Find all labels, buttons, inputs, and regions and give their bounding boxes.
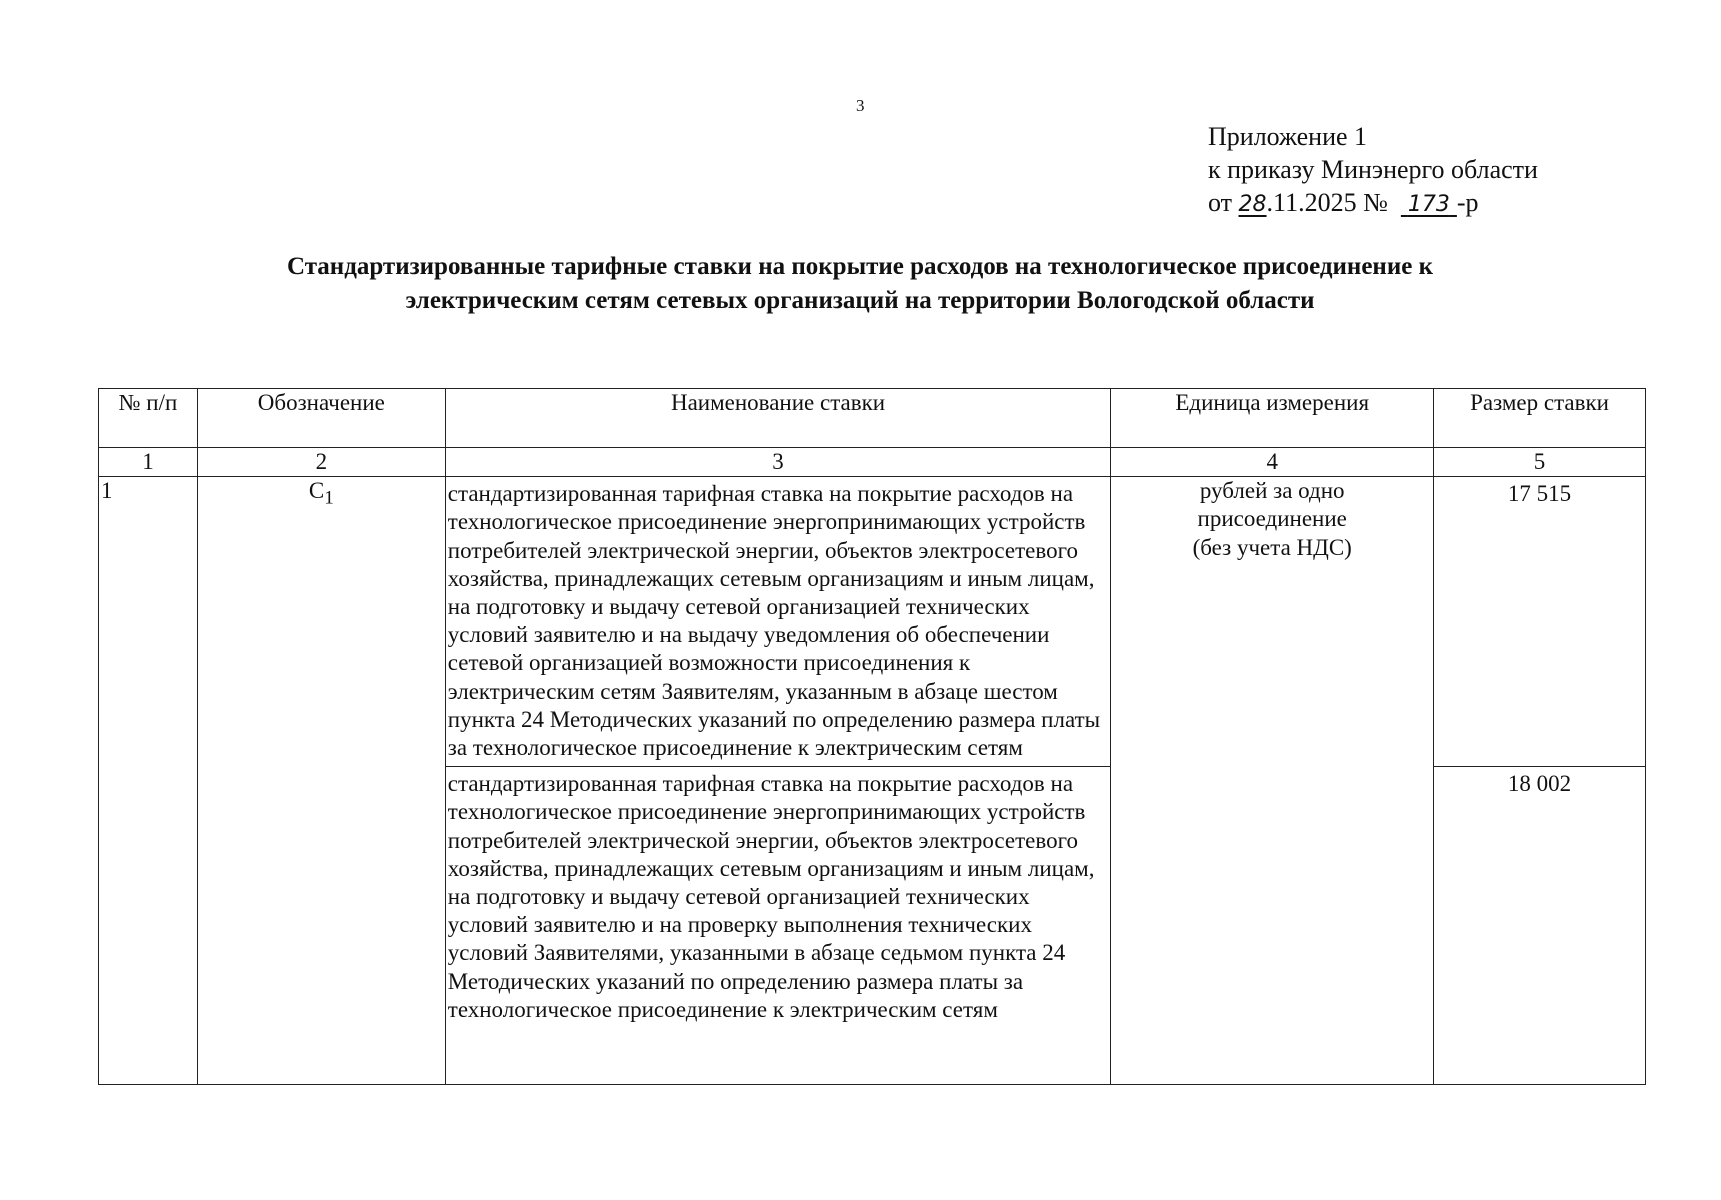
column-number: 1	[99, 448, 198, 477]
header-number: № п/п	[99, 389, 198, 448]
table-header-row	[99, 389, 1646, 448]
column-number: 3	[445, 448, 1111, 477]
handwritten-day: 28	[1238, 192, 1267, 217]
row-number: 1	[99, 477, 198, 1085]
appendix-title: Приложение 1	[1208, 122, 1368, 151]
rate-description: стандартизированная тарифная ставка на покрытие расходов на технологическое присоединение энергопринимающих устройств потребителей электрической энергии, объектов электросетевого хозяйства, принадлежащих сетевым организациям и иным лицам, на подготовку и выдачу сетевой организацией технических условий заявителю и на выдачу уведомления об обеспечении сетевой организацией возможности присоединения к электрическим сетям Заявителям, указанным в абзаце шестом пункта 24 Методических указаний по определению размера платы за технологическое присоединение к электрическим сетям	[445, 477, 1111, 767]
date-prefix: от	[1208, 188, 1233, 217]
document-title	[130, 250, 1590, 318]
column-number-row	[99, 448, 1646, 477]
appendix-block	[1208, 120, 1538, 221]
appendix-order-ref: к приказу Минэнерго области	[1208, 155, 1538, 184]
row-unit: рублей за одно присоединение (без учета НДС)	[1111, 477, 1434, 1085]
rate-description: стандартизированная тарифная ставка на покрытие расходов на технологическое присоединение энергопринимающих устройств потребителей электрической энергии, объектов электросетевого хозяйства, принадлежащих сетевым организациям и иным лицам, на подготовку и выдачу сетевой организацией технических условий заявителю и на проверку выполнения технических условий Заявителями, указанными в абзаце седьмом пункта 24 Методических указаний по определению размера платы за технологическое присоединение к электрическим сетям	[445, 767, 1111, 1085]
header-unit: Единица измерения	[1111, 389, 1434, 448]
page-number: 3	[856, 96, 865, 115]
handwritten-order-number: 173	[1407, 192, 1450, 217]
appendix-date-line	[1208, 186, 1538, 221]
column-number: 4	[1111, 448, 1434, 477]
header-rate-name: Наименование ставки	[445, 389, 1111, 448]
title-line-1: Стандартизированные тарифные ставки на покрытие расходов на технологическое присоединение к	[286, 253, 1433, 280]
column-number: 2	[197, 448, 445, 477]
header-rate-value: Размер ставки	[1434, 389, 1646, 448]
date-rest: .11.2025 №	[1266, 188, 1388, 217]
order-suffix: -р	[1456, 188, 1479, 217]
table-row	[99, 477, 1646, 767]
rate-value: 17 515	[1434, 477, 1646, 767]
header-designation: Обозначение	[197, 389, 445, 448]
column-number: 5	[1434, 448, 1646, 477]
row-designation: $C_1$	[197, 477, 445, 1085]
rate-value: 18 002	[1434, 767, 1646, 1085]
title-line-2: электрическим сетям сетевых организаций на территории Вологодской области	[405, 287, 1315, 314]
rates-table	[98, 388, 1646, 1085]
